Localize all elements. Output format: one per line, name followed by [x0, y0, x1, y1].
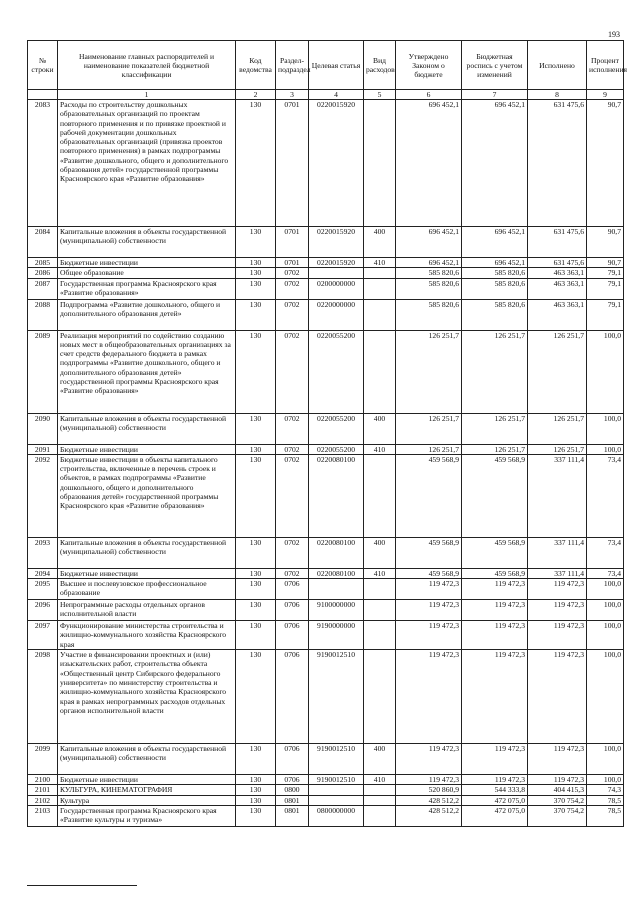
row-number: 2094: [28, 568, 58, 578]
target-item-code: 9190012510: [309, 744, 364, 775]
row-number: 2093: [28, 537, 58, 568]
row-name: Капитальные вложения в объекты государственной (муниципальной) собственности: [58, 227, 236, 258]
budget-execution-table: [27, 40, 628, 827]
executed-amount: 370 754,2: [528, 795, 587, 805]
target-item-code: 0220080100: [309, 568, 364, 578]
row-number: 2101: [28, 785, 58, 795]
table-row: [28, 795, 624, 805]
budget-list-amount: 119 472,3: [462, 775, 528, 785]
department-code: 130: [236, 579, 276, 600]
row-name: КУЛЬТУРА, КИНЕМАТОГРАФИЯ: [58, 785, 236, 795]
budget-list-amount: 585 820,6: [462, 299, 528, 330]
row-number: 2089: [28, 330, 58, 413]
target-item-code: [309, 795, 364, 805]
table-row: [28, 775, 624, 785]
department-code: 130: [236, 413, 276, 444]
budget-list-amount: 119 472,3: [462, 600, 528, 621]
table-row: [28, 600, 624, 621]
section-code: 0801: [276, 805, 309, 826]
target-item-code: [309, 579, 364, 600]
header-executed: Исполнено: [528, 41, 587, 90]
expense-type-code: [364, 785, 396, 795]
execution-percent: 79,1: [587, 268, 624, 278]
target-item-code: 0200000000: [309, 278, 364, 299]
expense-type-code: 410: [364, 775, 396, 785]
column-number: 5: [364, 90, 396, 100]
expense-type-code: 410: [364, 258, 396, 268]
row-name: Функционирование министерства строительства и жилищно-коммунального хозяйства Красноярского края: [58, 621, 236, 650]
department-code: 130: [236, 805, 276, 826]
header-name: Наименование главных распорядителей и наименование показателей бюджетной классификации: [58, 41, 236, 90]
target-item-code: 0220015920: [309, 258, 364, 268]
row-name: Капитальные вложения в объекты государственной (муниципальной) собственности: [58, 744, 236, 775]
row-number: 2095: [28, 579, 58, 600]
department-code: 130: [236, 568, 276, 578]
row-name: Капитальные вложения в объекты государственной (муниципальной) собственности: [58, 537, 236, 568]
department-code: 130: [236, 227, 276, 258]
approved-amount: 696 452,1: [396, 100, 462, 227]
expense-type-code: [364, 268, 396, 278]
table-row: [28, 650, 624, 744]
approved-amount: 696 452,1: [396, 258, 462, 268]
row-number: 2097: [28, 621, 58, 650]
executed-amount: 631 475,6: [528, 100, 587, 227]
table-row: [28, 330, 624, 413]
header-department-code: Код ведомства: [236, 41, 276, 90]
approved-amount: 585 820,6: [396, 268, 462, 278]
row-name: Бюджетные инвестиции: [58, 775, 236, 785]
header-section: Раздел-подраздел: [276, 41, 309, 90]
column-number: 4: [309, 90, 364, 100]
department-code: 130: [236, 650, 276, 744]
execution-percent: 100,0: [587, 744, 624, 775]
approved-amount: 520 860,9: [396, 785, 462, 795]
row-number: 2083: [28, 100, 58, 227]
row-name: Непрограммные расходы отдельных органов исполнительной власти: [58, 600, 236, 621]
execution-percent: 79,1: [587, 299, 624, 330]
header-target-item: Целевая статья: [309, 41, 364, 90]
row-name: Подпрограмма «Развитие дошкольного, общего и дополнительного образования детей»: [58, 299, 236, 330]
expense-type-code: 400: [364, 744, 396, 775]
table-row: [28, 268, 624, 278]
row-number: 2102: [28, 795, 58, 805]
section-code: 0702: [276, 330, 309, 413]
row-name: Бюджетные инвестиции в объекты капитального строительства, включенные в перечень строек и объектов, в рамках подпрограммы «Развитие дошкольного, общего и дополнительного образования детей» государственной программы Красноярского края «Развитие образования»: [58, 454, 236, 537]
row-number: 2091: [28, 444, 58, 454]
expense-type-code: [364, 299, 396, 330]
approved-amount: 119 472,3: [396, 744, 462, 775]
row-number: 2087: [28, 278, 58, 299]
section-code: 0706: [276, 775, 309, 785]
department-code: 130: [236, 775, 276, 785]
budget-list-amount: 544 333,8: [462, 785, 528, 795]
section-code: 0702: [276, 454, 309, 537]
expense-type-code: [364, 650, 396, 744]
executed-amount: 463 363,1: [528, 268, 587, 278]
execution-percent: 100,0: [587, 330, 624, 413]
target-item-code: 0220015920: [309, 100, 364, 227]
row-number: 2090: [28, 413, 58, 444]
department-code: 130: [236, 100, 276, 227]
column-number: 1: [58, 90, 236, 100]
expense-type-code: [364, 278, 396, 299]
approved-amount: 459 568,9: [396, 454, 462, 537]
section-code: 0706: [276, 744, 309, 775]
section-code: 0702: [276, 278, 309, 299]
target-item-code: 0220055200: [309, 413, 364, 444]
budget-list-amount: 119 472,3: [462, 744, 528, 775]
target-item-code: 0220080100: [309, 537, 364, 568]
department-code: 130: [236, 278, 276, 299]
department-code: 130: [236, 600, 276, 621]
table-row: [28, 444, 624, 454]
expense-type-code: [364, 600, 396, 621]
executed-amount: 463 363,1: [528, 278, 587, 299]
executed-amount: 119 472,3: [528, 621, 587, 650]
budget-list-amount: 119 472,3: [462, 650, 528, 744]
target-item-code: 0220000000: [309, 299, 364, 330]
header-row-number: № строки: [28, 41, 58, 90]
section-code: 0701: [276, 100, 309, 227]
row-number: 2103: [28, 805, 58, 826]
approved-amount: 119 472,3: [396, 775, 462, 785]
row-name: Капитальные вложения в объекты государственной (муниципальной) собственности: [58, 413, 236, 444]
row-number: 2099: [28, 744, 58, 775]
department-code: 130: [236, 268, 276, 278]
executed-amount: 119 472,3: [528, 775, 587, 785]
approved-amount: 119 472,3: [396, 600, 462, 621]
execution-percent: 73,4: [587, 454, 624, 537]
expense-type-code: [364, 621, 396, 650]
row-number: 2098: [28, 650, 58, 744]
approved-amount: 459 568,9: [396, 537, 462, 568]
budget-list-amount: 585 820,6: [462, 268, 528, 278]
table-body: [28, 100, 624, 827]
executed-amount: 119 472,3: [528, 579, 587, 600]
target-item-code: [309, 268, 364, 278]
section-code: 0702: [276, 299, 309, 330]
execution-percent: 100,0: [587, 621, 624, 650]
approved-amount: 126 251,7: [396, 444, 462, 454]
execution-percent: 100,0: [587, 444, 624, 454]
budget-list-amount: 585 820,6: [462, 278, 528, 299]
column-number: 3: [276, 90, 309, 100]
row-name: Бюджетные инвестиции: [58, 444, 236, 454]
table-row: [28, 413, 624, 444]
approved-amount: 119 472,3: [396, 621, 462, 650]
executed-amount: 370 754,2: [528, 805, 587, 826]
executed-amount: 404 415,3: [528, 785, 587, 795]
execution-percent: 90,7: [587, 227, 624, 258]
table-row: [28, 278, 624, 299]
budget-list-amount: 459 568,9: [462, 537, 528, 568]
row-number: 2100: [28, 775, 58, 785]
expense-type-code: 410: [364, 568, 396, 578]
execution-percent: 74,3: [587, 785, 624, 795]
section-code: 0702: [276, 268, 309, 278]
expense-type-code: 400: [364, 537, 396, 568]
executed-amount: 126 251,7: [528, 413, 587, 444]
target-item-code: [309, 785, 364, 795]
table-row: [28, 100, 624, 227]
expense-type-code: [364, 579, 396, 600]
row-name: Государственная программа Красноярского края «Развитие образования»: [58, 278, 236, 299]
expense-type-code: 410: [364, 444, 396, 454]
execution-percent: 79,1: [587, 278, 624, 299]
executed-amount: 631 475,6: [528, 258, 587, 268]
header-approved: Утверждено Законом о бюджете: [396, 41, 462, 90]
department-code: 130: [236, 454, 276, 537]
section-code: 0701: [276, 227, 309, 258]
row-number: 2088: [28, 299, 58, 330]
header-row: [28, 41, 624, 90]
table-row: [28, 568, 624, 578]
department-code: 130: [236, 537, 276, 568]
executed-amount: 463 363,1: [528, 299, 587, 330]
table-row: [28, 805, 624, 826]
execution-percent: 100,0: [587, 650, 624, 744]
column-number: 2: [236, 90, 276, 100]
column-number: [28, 90, 58, 100]
target-item-code: 0220055200: [309, 444, 364, 454]
header-budget-list: Бюджетная роспись с учетом изменений: [462, 41, 528, 90]
target-item-code: 9100000000: [309, 600, 364, 621]
table-row: [28, 299, 624, 330]
execution-percent: 100,0: [587, 775, 624, 785]
section-code: 0706: [276, 600, 309, 621]
row-number: 2096: [28, 600, 58, 621]
row-name: Культура: [58, 795, 236, 805]
execution-percent: 100,0: [587, 413, 624, 444]
table-row: [28, 579, 624, 600]
executed-amount: 126 251,7: [528, 330, 587, 413]
execution-percent: 100,0: [587, 600, 624, 621]
approved-amount: 428 512,2: [396, 795, 462, 805]
header-expense-type: Вид расходов: [364, 41, 396, 90]
budget-list-amount: 472 075,0: [462, 795, 528, 805]
executed-amount: 337 111,4: [528, 537, 587, 568]
department-code: 130: [236, 621, 276, 650]
department-code: 130: [236, 330, 276, 413]
budget-list-amount: 126 251,7: [462, 413, 528, 444]
column-number: 8: [528, 90, 587, 100]
approved-amount: 585 820,6: [396, 299, 462, 330]
section-code: 0702: [276, 413, 309, 444]
department-code: 130: [236, 785, 276, 795]
approved-amount: 126 251,7: [396, 413, 462, 444]
column-number: 7: [462, 90, 528, 100]
table-row: [28, 744, 624, 775]
row-name: Участие в финансировании проектных и (или) изыскательских работ, строительства объекта «Общественный центр Сибирского федерального университета» по министерству строительства и жилищно-коммунального хозяйства Красноярского края в рамках непрограммных расходов отдельных органов исполнительной власти: [58, 650, 236, 744]
expense-type-code: [364, 330, 396, 413]
table-row: [28, 454, 624, 537]
approved-amount: 119 472,3: [396, 650, 462, 744]
section-code: 0702: [276, 444, 309, 454]
approved-amount: 428 512,2: [396, 805, 462, 826]
department-code: 130: [236, 299, 276, 330]
budget-list-amount: 459 568,9: [462, 568, 528, 578]
execution-percent: 78,5: [587, 805, 624, 826]
row-number: 2086: [28, 268, 58, 278]
expense-type-code: 400: [364, 227, 396, 258]
expense-type-code: 400: [364, 413, 396, 444]
execution-percent: 100,0: [587, 579, 624, 600]
budget-list-amount: 459 568,9: [462, 454, 528, 537]
target-item-code: 0220055200: [309, 330, 364, 413]
expense-type-code: [364, 100, 396, 227]
executed-amount: 119 472,3: [528, 650, 587, 744]
section-code: 0801: [276, 795, 309, 805]
expense-type-code: [364, 454, 396, 537]
approved-amount: 585 820,6: [396, 278, 462, 299]
row-number: 2084: [28, 227, 58, 258]
execution-percent: 90,7: [587, 258, 624, 268]
section-code: 0706: [276, 579, 309, 600]
row-number: 2085: [28, 258, 58, 268]
table-row: [28, 621, 624, 650]
execution-percent: 73,4: [587, 537, 624, 568]
section-code: 0706: [276, 621, 309, 650]
department-code: 130: [236, 744, 276, 775]
footer-divider: [27, 885, 137, 886]
approved-amount: 119 472,3: [396, 579, 462, 600]
page-number: 193: [608, 30, 620, 39]
table-row: [28, 227, 624, 258]
department-code: 130: [236, 444, 276, 454]
row-name: Общее образование: [58, 268, 236, 278]
executed-amount: 119 472,3: [528, 600, 587, 621]
section-code: 0706: [276, 650, 309, 744]
target-item-code: 9190012510: [309, 650, 364, 744]
target-item-code: 0220015920: [309, 227, 364, 258]
row-name: Бюджетные инвестиции: [58, 258, 236, 268]
header-percent: Процент исполнения: [587, 41, 624, 90]
budget-list-amount: 119 472,3: [462, 621, 528, 650]
budget-list-amount: 119 472,3: [462, 579, 528, 600]
target-item-code: 0220080100: [309, 454, 364, 537]
budget-list-amount: 696 452,1: [462, 227, 528, 258]
column-number-row: [28, 90, 624, 100]
section-code: 0702: [276, 568, 309, 578]
expense-type-code: [364, 795, 396, 805]
target-item-code: 9190000000: [309, 621, 364, 650]
row-name: Реализация мероприятий по содействию созданию новых мест в общеобразовательных организациях за счет средств федерального бюджета в рамках подпрограммы «Развитие дошкольного, общего и дополнительного образования детей» государственной программы Красноярского края «Развитие образования»: [58, 330, 236, 413]
approved-amount: 126 251,7: [396, 330, 462, 413]
target-item-code: 9190012510: [309, 775, 364, 785]
execution-percent: 90,7: [587, 100, 624, 227]
row-number: 2092: [28, 454, 58, 537]
target-item-code: 0800000000: [309, 805, 364, 826]
budget-list-amount: 126 251,7: [462, 330, 528, 413]
budget-list-amount: 126 251,7: [462, 444, 528, 454]
section-code: 0800: [276, 785, 309, 795]
section-code: 0702: [276, 537, 309, 568]
department-code: 130: [236, 258, 276, 268]
row-name: Высшее и послевузовское профессиональное образование: [58, 579, 236, 600]
execution-percent: 73,4: [587, 568, 624, 578]
budget-list-amount: 696 452,1: [462, 100, 528, 227]
table-row: [28, 258, 624, 268]
executed-amount: 631 475,6: [528, 227, 587, 258]
executed-amount: 126 251,7: [528, 444, 587, 454]
approved-amount: 459 568,9: [396, 568, 462, 578]
executed-amount: 119 472,3: [528, 744, 587, 775]
executed-amount: 337 111,4: [528, 454, 587, 537]
approved-amount: 696 452,1: [396, 227, 462, 258]
section-code: 0701: [276, 258, 309, 268]
row-name: Государственная программа Красноярского края «Развитие культуры и туризма»: [58, 805, 236, 826]
column-number: 6: [396, 90, 462, 100]
expense-type-code: [364, 805, 396, 826]
row-name: Расходы по строительству дошкольных образовательных организаций по проектам повторного применения и по привязке проектной и рабочей документации дошкольных образовательных организаций (привязка проектов повторного применения) в рамках подпрограммы «Развитие дошкольного, общего и дополнительного образования детей» государственной программы Красноярского края «Развитие образования»: [58, 100, 236, 227]
department-code: 130: [236, 795, 276, 805]
execution-percent: 78,5: [587, 795, 624, 805]
table-row: [28, 785, 624, 795]
table-row: [28, 537, 624, 568]
column-number: 9: [587, 90, 624, 100]
executed-amount: 337 111,4: [528, 568, 587, 578]
budget-list-amount: 472 075,0: [462, 805, 528, 826]
row-name: Бюджетные инвестиции: [58, 568, 236, 578]
budget-list-amount: 696 452,1: [462, 258, 528, 268]
